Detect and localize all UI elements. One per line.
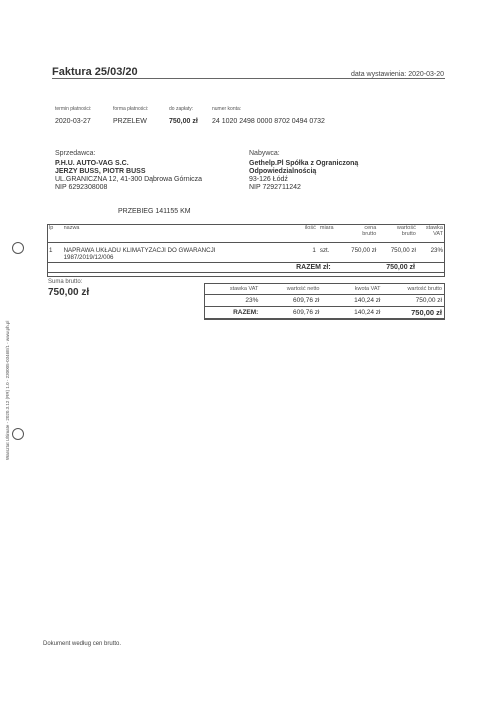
buyer-nip: NIP 7292711242 [249, 184, 301, 191]
punch-hole-top [12, 242, 24, 254]
to-pay-value: 750,00 zł [169, 118, 198, 125]
row-name-line-2: 1987/2019/12/006 [63, 254, 114, 261]
vat-total-row [204, 307, 445, 319]
due-date-label: termin płatności: [55, 106, 92, 112]
vat-total-vat: 140,24 zł [322, 307, 383, 319]
gross-sum-value: 750,00 zł [48, 287, 90, 298]
seller-name: P.H.U. AUTO-VAG S.C. [55, 160, 129, 167]
vat-row-net: 609,76 zł [261, 295, 322, 307]
vat-header-row [204, 283, 445, 295]
seller-heading: Sprzedawca: [55, 150, 96, 157]
vat-total-label: RAZEM: [204, 307, 261, 319]
gross-sum-label: Suma brutto: [48, 279, 83, 285]
col-price-line-1: cena [364, 225, 377, 231]
mileage: PRZEBIEG 141155 KM [118, 208, 191, 215]
invoice-title: Faktura 25/03/20 [52, 66, 138, 78]
vat-col-net: wartość netto [261, 283, 322, 295]
account-label: numer konta: [212, 106, 242, 112]
vat-col-gross: wartość brutto [384, 283, 445, 295]
seller-nip: NIP 6292308008 [55, 184, 108, 191]
table-row [204, 295, 445, 307]
row-name [62, 243, 297, 263]
col-value [378, 224, 418, 243]
row-unit: szt. [319, 247, 330, 254]
vat-row-gross: 750,00 zł [384, 295, 445, 307]
title-underline [52, 78, 445, 79]
issue-date [351, 71, 444, 78]
account-value: 24 1020 2498 0000 8702 0494 0732 [212, 118, 325, 125]
vat-total-gross: 750,00 zł [384, 307, 445, 319]
seller-owners: JERZY BUSS, PIOTR BUSS [55, 168, 146, 175]
row-lp: 1 [49, 247, 53, 254]
col-price-line-2: brutto [362, 231, 377, 237]
items-header-row [47, 224, 445, 243]
footer-note: Dokument według cen brutto. [43, 641, 122, 647]
punch-hole-bottom [12, 428, 24, 440]
row-vat: 23% [430, 247, 443, 254]
payment-form-label: forma płatności: [113, 106, 149, 112]
col-value-line-1: wartość [396, 225, 416, 231]
col-vat-line-1: stawka [425, 225, 443, 231]
side-print-text: Warsztat Ultimate - 2020.3.12 (RR) 1.0 - 230005-0346E/1 - www.ph.pl [5, 320, 10, 460]
vat-total-net: 609,76 zł [261, 307, 322, 319]
col-vat-line-2: VAT [433, 231, 443, 237]
row-qty: 1 [312, 247, 316, 254]
col-lp: lp [47, 224, 62, 243]
issue-date-label: data wystawienia: [350, 71, 407, 78]
buyer-city: 93-126 Łódź [249, 176, 288, 183]
row-value: 750,00 zł [390, 247, 416, 254]
items-total-label: RAZEM zł: [47, 263, 339, 273]
col-qty: ilość [297, 224, 318, 243]
vat-col-vat: kwota VAT [322, 283, 383, 295]
row-name-line-1: NAPRAWA UKŁADU KLIMATYZACJI DO GWARANCJI [63, 247, 216, 254]
issue-date-value: 2020-03-20 [408, 71, 444, 78]
seller-address: UL.GRANICZNA 12, 41-300 Dąbrowa Górnicza [55, 176, 203, 183]
vat-col-rate: stawka VAT [204, 283, 261, 295]
col-name: nazwa [62, 224, 297, 243]
buyer-heading: Nabywca: [249, 150, 280, 157]
col-price [339, 224, 379, 243]
payment-form-value: PRZELEW [113, 118, 147, 125]
due-date-value: 2020-03-27 [55, 118, 91, 125]
col-vat [418, 224, 445, 243]
vat-table [204, 283, 445, 319]
row-price: 750,00 zł [351, 247, 377, 254]
buyer-name-2: Odpowiedzialnością [249, 168, 317, 175]
col-value-line-2: brutto [401, 231, 416, 237]
items-table [47, 224, 445, 273]
vat-row-vat: 140,24 zł [322, 295, 383, 307]
col-unit: miara [318, 224, 339, 243]
items-total-value: 750,00 zł [339, 263, 445, 273]
buyer-name-1: Gethelp.Pl Spółka z Ograniczoną [249, 160, 359, 167]
table-row [47, 243, 445, 263]
to-pay-label: do zapłaty: [169, 106, 194, 112]
items-total-row [47, 263, 445, 273]
vat-row-rate: 23% [204, 295, 261, 307]
